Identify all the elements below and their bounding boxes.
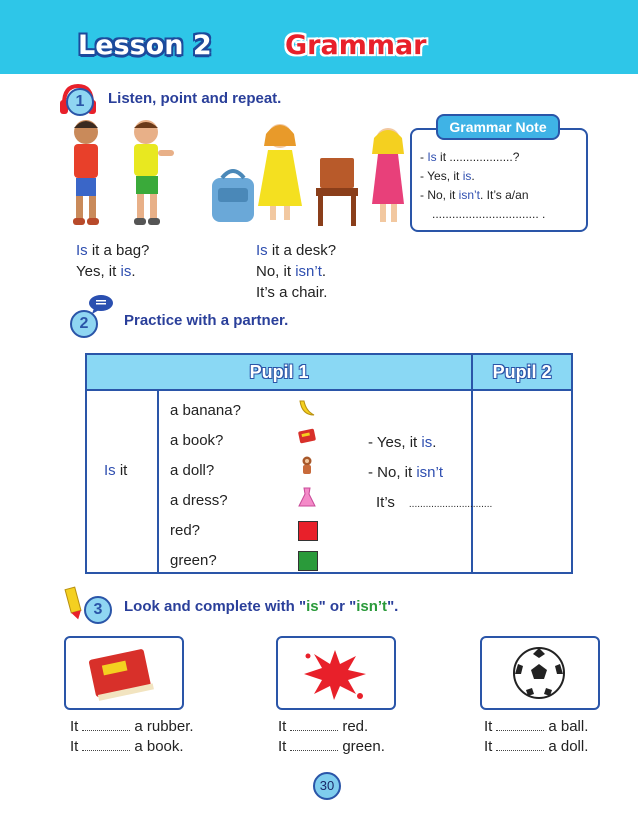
red-color-swatch: [298, 521, 318, 541]
option-dress: a dress?: [170, 492, 228, 509]
grammar-note-line-1: - Is it ...................?: [420, 150, 520, 164]
exercise-3-instruction: Look and complete with "is" or "isn’t".: [124, 598, 399, 615]
col-pupil-2: Pupil 2: [472, 354, 572, 390]
grammar-note-line-4: ................................ .: [432, 207, 546, 221]
boys-illustration: [64, 114, 176, 232]
card-1-sentence-1: It a rubber.: [70, 718, 194, 735]
green-color-swatch: [298, 551, 318, 571]
speech-bubble-icon: [88, 294, 114, 314]
response-no: - No, it isn’t: [368, 464, 444, 481]
section-title: Grammar: [285, 30, 427, 61]
football-icon: [512, 646, 566, 700]
exercise-3-number: 3: [84, 596, 112, 624]
card-2-sentence-2: It green.: [278, 738, 385, 755]
red-paint-splash-icon: [300, 644, 370, 702]
col-pupil-1: Pupil 1: [86, 354, 472, 390]
response-yes: - Yes, it is.: [368, 434, 437, 451]
exercise-2-instruction: Practice with a partner.: [124, 312, 289, 329]
book-icon: [296, 425, 318, 447]
option-book: a book?: [170, 432, 224, 449]
pencil-icon: [64, 586, 82, 622]
grammar-note-tag: Grammar Note: [436, 114, 560, 140]
is-it-label: Is it: [104, 462, 128, 479]
practice-table: [85, 353, 573, 574]
dress-icon: [296, 486, 318, 508]
bag-desk-girls-illustration: [208, 118, 408, 230]
grammar-note-line-3: - No, it isn’t. It’s a/an: [420, 188, 529, 202]
grammar-note-line-2: - Yes, it is.: [420, 169, 475, 183]
option-green: green?: [170, 552, 217, 569]
option-doll: a doll?: [170, 462, 215, 479]
card-3-sentence-2: It a doll.: [484, 738, 589, 755]
lesson-title: Lesson 2: [78, 30, 212, 61]
card-1-sentence-2: It a book.: [70, 738, 184, 755]
response-its: It’s ..............................: [376, 494, 493, 511]
red-book-icon: [86, 646, 160, 702]
page-number: 30: [313, 772, 341, 800]
card-3-sentence-1: It a ball.: [484, 718, 589, 735]
doll-icon: [296, 455, 318, 477]
exercise-2-number: 2: [70, 310, 98, 338]
exercise-1-number: 1: [66, 88, 94, 116]
dialogue-right: Is it a desk? No, it isn’t. It’s a chair.: [256, 242, 337, 301]
option-red: red?: [170, 522, 201, 539]
exercise-1-instruction: Listen, point and repeat.: [108, 90, 282, 107]
option-banana: a banana?: [170, 402, 241, 419]
dialogue-left: Is it a bag? Yes, it is.: [76, 242, 150, 280]
card-2-sentence-1: It red.: [278, 718, 369, 735]
banana-icon: [296, 397, 318, 419]
